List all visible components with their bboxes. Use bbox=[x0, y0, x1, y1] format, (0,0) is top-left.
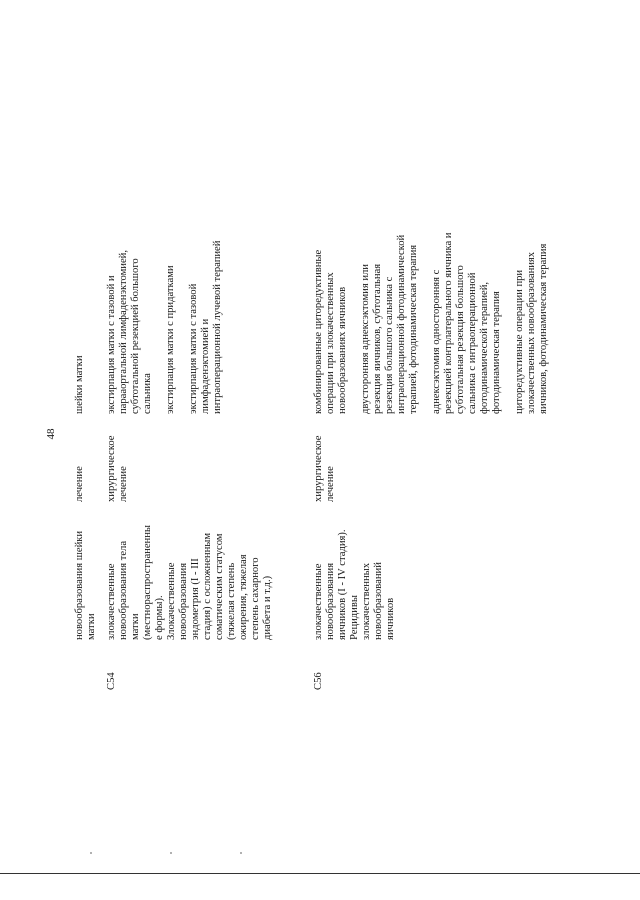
page-number: 48 bbox=[45, 428, 57, 440]
treatment-line: фотодинамической терапией, bbox=[479, 281, 490, 414]
treatment-line: экстирпация матки с тазовой и bbox=[106, 275, 117, 414]
diagnosis-line: новообразования bbox=[325, 562, 336, 640]
diagnosis-line: матки bbox=[130, 613, 141, 640]
treatment-list bbox=[313, 22, 561, 414]
treatment-line: лимфаденэктомией и bbox=[200, 318, 211, 414]
diagnosis-line: злокачественных bbox=[361, 562, 372, 640]
treatment-type bbox=[313, 424, 337, 502]
treatment-type bbox=[106, 424, 130, 502]
treatment-item bbox=[165, 22, 177, 414]
diagnosis-line: новообразования тела bbox=[118, 540, 129, 640]
treatment-type-line: хирургическое bbox=[106, 435, 117, 502]
diagnosis-line: стадия) с осложненным bbox=[202, 532, 213, 640]
treatment-item bbox=[313, 22, 349, 414]
treatment-line: резекция яичников, субтотальная bbox=[372, 263, 383, 414]
treatment-line: злокачественных новообразованиях bbox=[526, 251, 537, 414]
treatment-item bbox=[188, 22, 224, 414]
treatment-line: операции при злокачественных bbox=[325, 272, 336, 414]
treatment-list bbox=[74, 22, 97, 414]
diagnosis-line: Рецидивы bbox=[349, 595, 360, 640]
treatment-line: парааортальной лимфаденэктомией, bbox=[118, 249, 129, 414]
treatment-line: шейки матки bbox=[74, 355, 85, 414]
treatment-line: терапией, фотодинамическая терапия bbox=[408, 244, 419, 414]
page-edge-line bbox=[0, 873, 640, 874]
diagnosis-line: новообразований bbox=[373, 562, 384, 640]
treatment-type-line: лечение bbox=[118, 466, 129, 502]
diagnosis-line: Злокачественные bbox=[166, 562, 177, 640]
diagnosis-line: степень сахарного bbox=[250, 557, 261, 640]
treatment-item bbox=[360, 22, 420, 414]
treatment-line: резекцией контрлатерального яичника и bbox=[443, 232, 454, 414]
diagnosis-line: злокачественные bbox=[106, 563, 117, 640]
diagnosis-text bbox=[106, 512, 274, 640]
treatment-line: субтотальной резекцией большого bbox=[130, 258, 141, 414]
treatment-line: двусторонняя аднексэктомия или bbox=[360, 264, 371, 414]
scan-speckles bbox=[90, 852, 290, 858]
diagnosis-text bbox=[313, 512, 397, 640]
treatment-line: комбинированные циторедуктивные bbox=[313, 249, 324, 414]
treatment-type-line: лечение bbox=[325, 466, 336, 502]
treatment-list bbox=[106, 22, 235, 414]
diagnosis-line: злокачественные bbox=[313, 563, 324, 640]
treatment-type-line: хирургическое bbox=[313, 435, 324, 502]
diagnosis-line: новообразования bbox=[178, 562, 189, 640]
diagnosis-line: матки bbox=[86, 613, 97, 640]
diagnosis-line: яичников (I - IV стадия). bbox=[337, 529, 348, 640]
treatment-item bbox=[431, 22, 503, 414]
diagnosis-line: (местнораспространенны bbox=[142, 524, 153, 640]
treatment-line: интраоперационной лучевой терапией bbox=[212, 240, 223, 414]
treatment-line: резекция большого сальника с bbox=[384, 276, 395, 414]
treatment-line: яичников, фотодинамическая терапия bbox=[538, 243, 549, 414]
diagnosis-line: соматическим статусом bbox=[214, 533, 225, 640]
diagnosis-line: диабета и т.д.) bbox=[262, 575, 273, 640]
treatment-line: интраоперационной фотодинамической bbox=[396, 234, 407, 414]
diagnosis-line: яичников bbox=[385, 597, 396, 640]
treatment-line: аднексэктомия односторонняя с bbox=[431, 269, 442, 414]
treatment-line: экстирпация матки с придатками bbox=[165, 265, 176, 414]
diagnosis-line: ожирения, тяжелая bbox=[238, 554, 249, 640]
diagnosis-line: новообразования шейки bbox=[74, 530, 85, 640]
diagnosis-line: е формы). bbox=[154, 595, 165, 640]
treatment-line: фотодинамическая терапия bbox=[491, 291, 502, 414]
treatment-type bbox=[74, 424, 86, 502]
treatment-line: экстирпация матки с тазовой bbox=[188, 283, 199, 414]
treatment-item bbox=[74, 22, 86, 414]
document-table bbox=[58, 10, 598, 890]
diagnosis-code: C54 bbox=[106, 672, 117, 690]
treatment-line: новообразованиях яичников bbox=[337, 286, 348, 414]
diagnosis-code: C56 bbox=[313, 672, 324, 690]
diagnosis-line: эндометрия (I - III bbox=[190, 558, 201, 640]
treatment-line: циторедуктивные операции при bbox=[514, 269, 525, 414]
treatment-item bbox=[514, 22, 550, 414]
treatment-type-line: лечение bbox=[74, 466, 85, 502]
diagnosis-text bbox=[74, 512, 98, 640]
diagnosis-line: (тяжелая степень bbox=[226, 562, 237, 640]
treatment-line: субтотальная резекция большого bbox=[455, 265, 466, 414]
treatment-line: сальника bbox=[142, 373, 153, 414]
treatment-line: сальника с интраоперационной bbox=[467, 272, 478, 414]
treatment-item bbox=[106, 22, 154, 414]
